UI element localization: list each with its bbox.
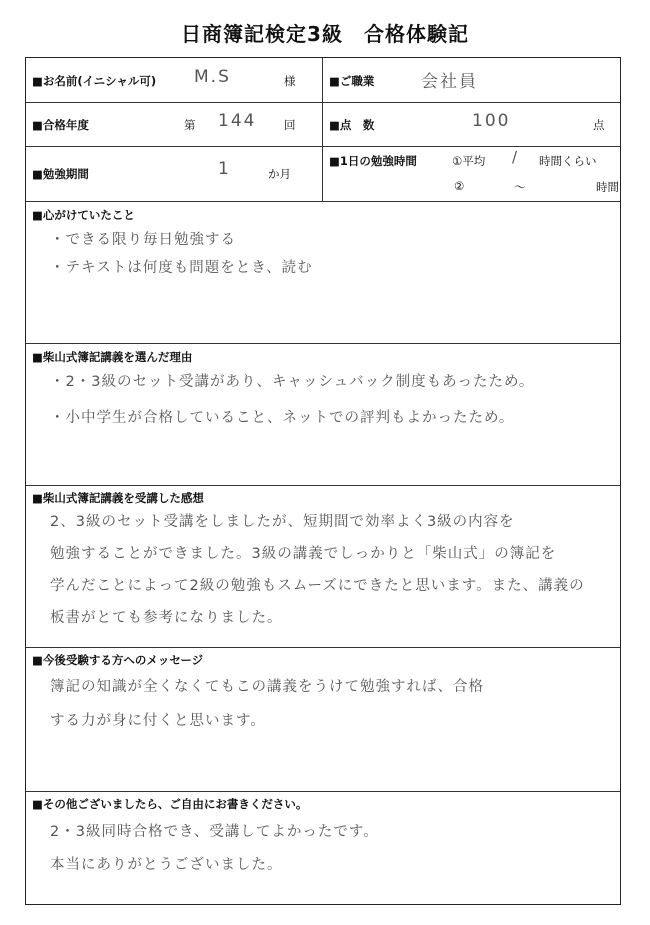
year-value: 144 — [218, 111, 257, 131]
year-label: ■合格年度 — [32, 118, 89, 132]
other-section-title: ■その他ございましたら、ご自由にお書きください。 — [32, 797, 308, 811]
message-section-title: ■今後受験する方へのメッセージ — [32, 653, 204, 667]
other-line: 2・3級同時合格でき、受講してよかったです。 — [50, 824, 379, 840]
divider — [26, 146, 620, 147]
year-prefix: 第 — [184, 118, 196, 132]
care-line: ・できる限り毎日勉強する — [50, 232, 236, 248]
other-line: 本当にありがとうございました。 — [50, 857, 283, 873]
care-line: ・テキストは何度も問題をとき、読む — [50, 260, 313, 276]
name-label: ■お名前(イニシャル可) — [32, 74, 157, 88]
score-label: ■点 数 — [329, 118, 375, 132]
divider — [26, 102, 620, 103]
impression-line: 板書がとても参考になりました。 — [50, 610, 283, 626]
score-value: 100 — [472, 111, 511, 131]
year-suffix: 回 — [284, 118, 296, 132]
divider — [26, 343, 620, 344]
daily-second-suffix: 時間 — [596, 180, 619, 194]
testimonial-form — [25, 57, 621, 905]
divider — [322, 58, 323, 201]
period-suffix: か月 — [268, 167, 291, 181]
reason-section-title: ■柴山式簿記講義を選んだ理由 — [32, 350, 193, 364]
job-value: 会社員 — [421, 72, 478, 92]
care-section-title: ■心がけていたこと — [32, 208, 135, 222]
daily-average-label: ①平均 — [452, 154, 486, 168]
impression-section-title: ■柴山式簿記講義を受講した感想 — [32, 491, 204, 505]
message-line: 簿記の知識が全くなくてもこの講義をうけて勉強すれば、合格 — [50, 679, 484, 695]
impression-line: 2、3級のセット受講をしましたが、短期間で効率よく3級の内容を — [50, 514, 515, 530]
daily-average-value: / — [512, 148, 519, 166]
daily-second-label: ② — [454, 179, 465, 193]
impression-line: 学んだことによって2級の勉強もスムーズにできたと思います。また、講義の — [50, 578, 585, 594]
divider — [26, 791, 620, 792]
daily-second-tilde: ～ — [514, 180, 526, 194]
divider — [26, 647, 620, 648]
impression-line: 勉強することができました。3級の講義でしっかりと「柴山式」の簿記を — [50, 546, 557, 562]
divider — [26, 485, 620, 486]
period-value: 1 — [218, 159, 231, 179]
period-label: ■勉強期間 — [32, 167, 89, 181]
score-suffix: 点 — [593, 118, 605, 132]
name-suffix: 様 — [284, 74, 296, 88]
divider — [26, 201, 620, 202]
reason-line: ・小中学生が合格していること、ネットでの評判もよかったため。 — [50, 410, 515, 426]
daily-label: ■1日の勉強時間 — [329, 154, 417, 168]
daily-average-suffix: 時間くらい — [539, 154, 597, 168]
name-value: M.S — [194, 67, 231, 87]
job-label: ■ご職業 — [329, 74, 375, 88]
message-line: する力が身に付くと思います。 — [50, 713, 266, 729]
reason-line: ・2・3級のセット受講があり、キャッシュバック制度もあったため。 — [50, 374, 535, 390]
page-title: 日商簿記検定3級 合格体験記 — [181, 22, 469, 46]
